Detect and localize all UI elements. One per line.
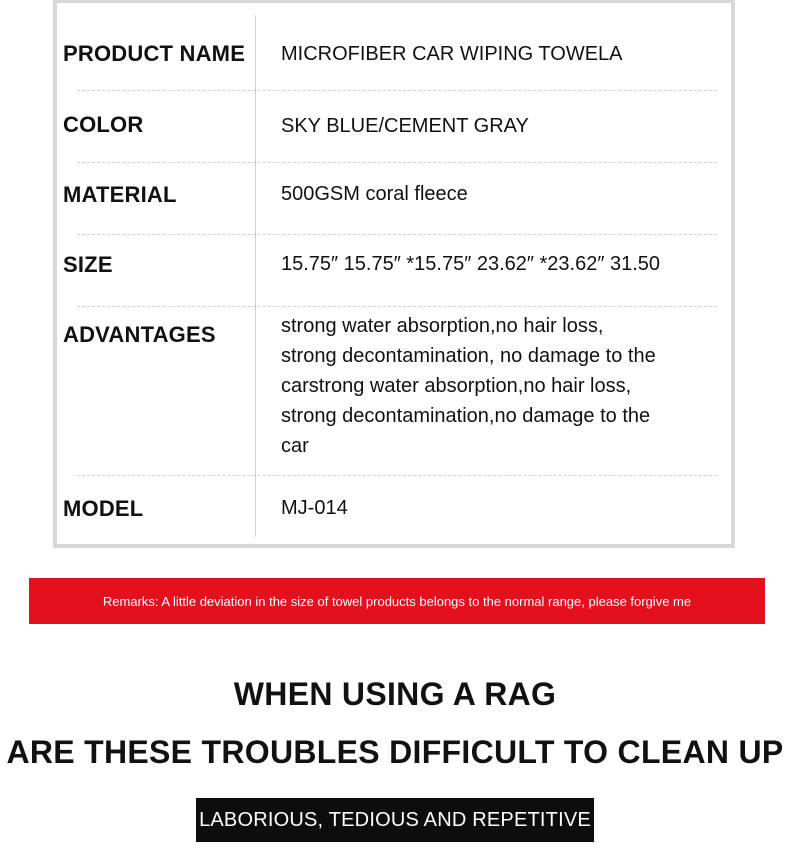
tagline-box (196, 798, 594, 842)
spec-label: SIZE (63, 252, 113, 277)
spec-label: PRODUCT NAME (63, 41, 246, 66)
row-separator (77, 234, 717, 235)
remarks-text: Remarks: A little deviation in the size of towel products belongs to the normal range, please forgive me (102, 593, 692, 609)
column-divider (255, 15, 256, 537)
headline-line-2: ARE THESE TROUBLES DIFFICULT TO CLEAN UP (6, 734, 784, 770)
headline-line-1: WHEN USING A RAG (233, 676, 557, 712)
row-separator (77, 90, 717, 91)
spec-value: MJ-014 (281, 497, 348, 519)
spec-value: strong water absorption,no hair loss, strong decontamination, no damage to the carstrong water absorption,no hair loss, strong decontamination,no damage to the car (281, 315, 656, 457)
row-separator (77, 306, 717, 307)
row-separator (77, 162, 717, 163)
remarks-banner (29, 578, 765, 624)
spec-label: MATERIAL (63, 182, 177, 207)
tagline-text: LABORIOUS, TEDIOUS AND REPETITIVE (199, 808, 591, 831)
spec-table (53, 0, 735, 548)
spec-label: COLOR (63, 112, 144, 137)
spec-value: SKY BLUE/CEMENT GRAY (281, 115, 529, 137)
spec-value: 15.75″ 15.75″ *15.75″ 23.62″ *23.62″ 31.50 (281, 253, 661, 275)
row-separator (77, 475, 717, 476)
spec-value: 500GSM coral fleece (281, 183, 468, 205)
spec-value: MICROFIBER CAR WIPING TOWELA (281, 43, 623, 65)
spec-label: ADVANTAGES (63, 322, 216, 347)
spec-label: MODEL (63, 496, 144, 521)
